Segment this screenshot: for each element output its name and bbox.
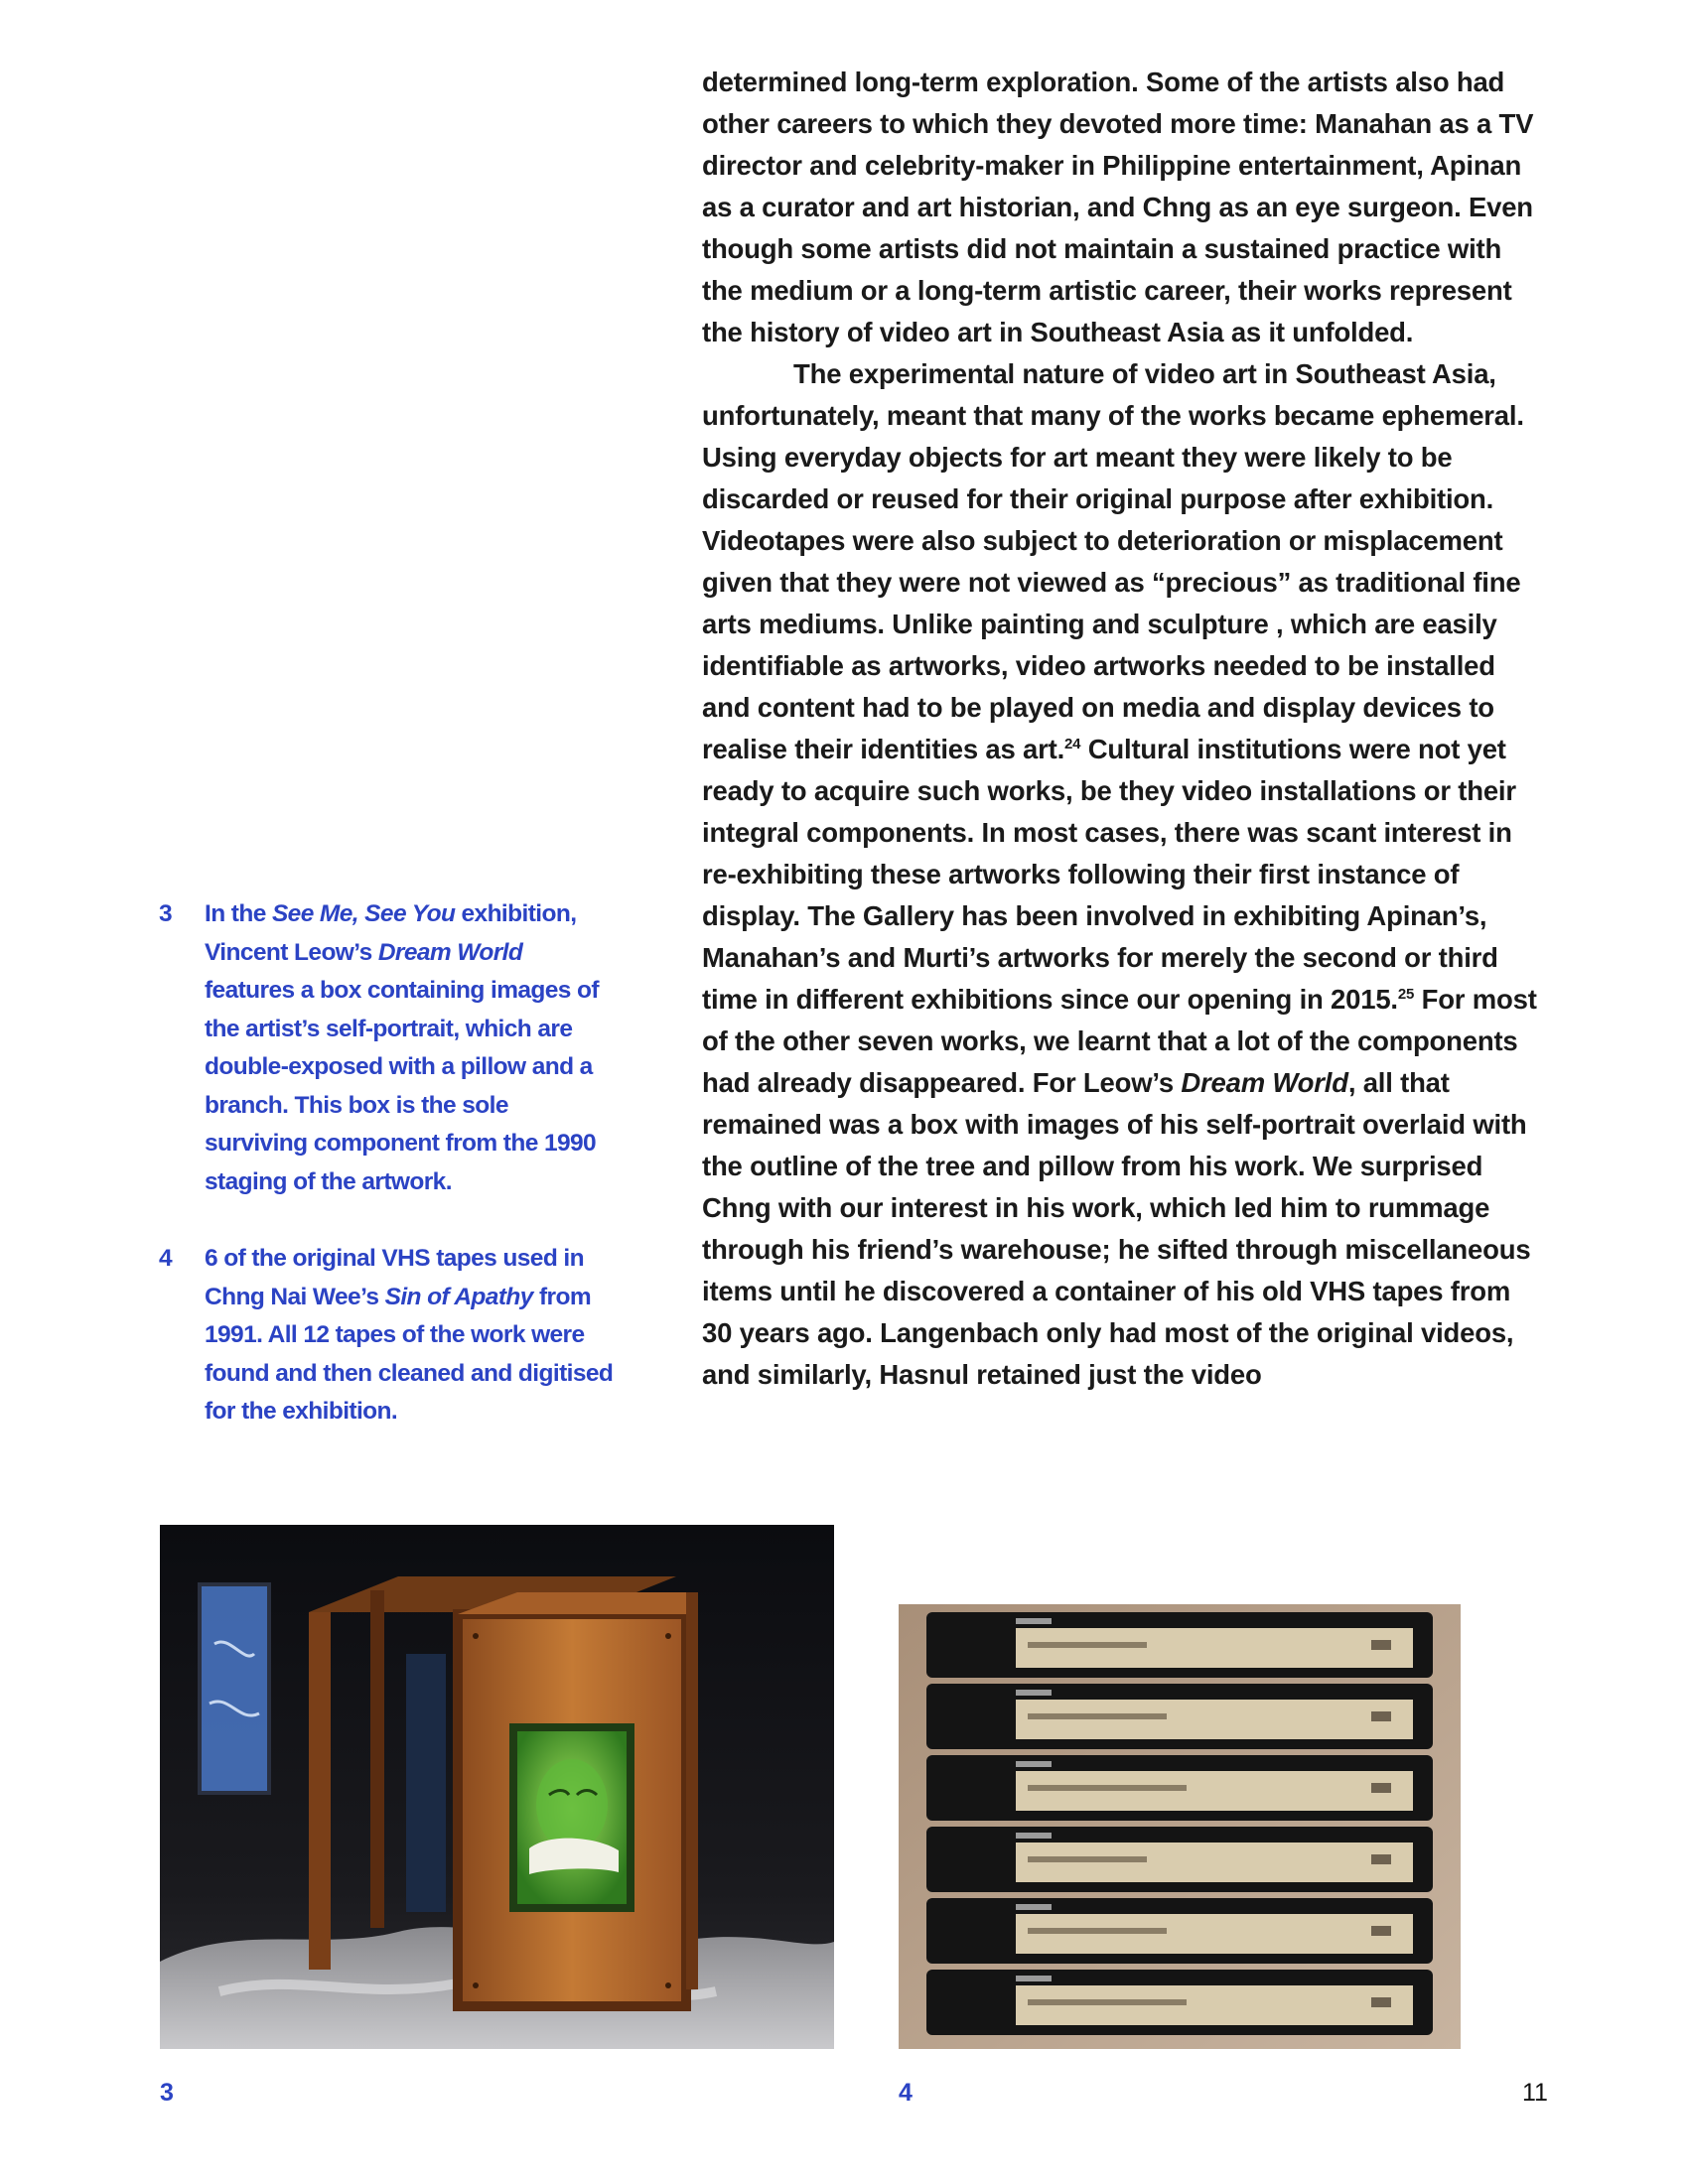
vhs-label-mark bbox=[1371, 1854, 1391, 1864]
caption-text-run: Dream World bbox=[377, 938, 523, 966]
text-run: Dream World bbox=[1181, 1067, 1348, 1098]
caption-text-run: exhibition, Vincent Leow’s bbox=[205, 900, 577, 966]
figure-caption bbox=[159, 895, 616, 1201]
caption-text-run: from 1991. All 12 tapes of the work were found and then cleaned and digitised for the exhibition. bbox=[205, 1283, 614, 1425]
body-text bbox=[702, 62, 1546, 1396]
caption-number: 4 bbox=[159, 1245, 173, 1272]
text-run: Cultural institutions were not yet ready to acquire such works, be they video installations or their integral components. In most cases, there was scant interest in re-exhibiting these artworks following their first instance of display. The Gallery has been involved in exhibiting Apinan’s, Manahan’s and Murti’s artworks for merely the second or third time in different exhibitions since our opening in 2015. bbox=[702, 734, 1516, 1015]
text-run: determined long-term exploration. Some of the artists also had other careers to which they devoted more time: Manahan as a TV director and celebrity-maker in Philippine entertainment, Apinan as a curator and art historian, and Chng as an eye surgeon. Even though some artists did not maintain a sustained practice with the medium or a long-term artistic career, their works represent the history of video art in Southeast Asia as it unfolded. bbox=[702, 67, 1534, 347]
vhs-brand-mark bbox=[1016, 1690, 1052, 1696]
vhs-label-writing bbox=[1028, 1928, 1167, 1934]
caption-text-run: features a box containing images of the artist’s self-portrait, which are double-exposed with a pillow and a branch. This box is the sole surviving component from the 1990 staging of the artwork. bbox=[205, 977, 599, 1195]
vhs-label-mark bbox=[1371, 1711, 1391, 1721]
captions bbox=[159, 895, 616, 1470]
vhs-label-writing bbox=[1028, 1785, 1187, 1791]
vhs-brand-mark bbox=[1016, 1618, 1052, 1624]
caption-text-run: In the bbox=[205, 900, 272, 927]
figure-3-label: 3 bbox=[160, 2079, 174, 2107]
vhs-brand-mark bbox=[1016, 1904, 1052, 1910]
caption-text-run: Sin of Apathy bbox=[384, 1283, 533, 1310]
vhs-brand-mark bbox=[1016, 1833, 1052, 1839]
text-run: For most of the other seven works, we learnt that a lot of the components had already disappeared. For Leow’s bbox=[702, 984, 1537, 1098]
body-paragraph bbox=[702, 353, 1546, 1396]
footnote-ref: 25 bbox=[1397, 985, 1415, 1003]
vhs-label-mark bbox=[1371, 1997, 1391, 2007]
vhs-label-writing bbox=[1028, 1642, 1147, 1648]
vhs-label-mark bbox=[1371, 1783, 1391, 1793]
vhs-label-writing bbox=[1028, 1999, 1187, 2005]
caption-number: 3 bbox=[159, 900, 173, 927]
photo-vhs-tapes bbox=[899, 1604, 1461, 2049]
caption-text-run: See Me, See You bbox=[271, 900, 456, 927]
page-number: 11 bbox=[1522, 2079, 1548, 2107]
vhs-label-mark bbox=[1371, 1926, 1391, 1936]
figure-4-label: 4 bbox=[899, 2079, 913, 2107]
caption-text-run: 6 of the original VHS tapes used in Chng Nai Wee’s bbox=[205, 1245, 584, 1310]
text-run: , all that remained was a box with images of his self-portrait overlaid with the outline of the tree and pillow from his work. We surprised Chng with our interest in his work, which led him to rummage through his friend’s warehouse; he sifted through miscellaneous items until he discovered a container of his old VHS tapes from 30 years ago. Langenbach only had most of the original videos, and similarly, Hasnul retained just the video bbox=[702, 1067, 1531, 1390]
footnote-ref: 24 bbox=[1064, 735, 1081, 752]
vhs-brand-mark bbox=[1016, 1976, 1052, 1981]
photo-dream-world-box bbox=[160, 1525, 834, 2049]
vhs-brand-mark bbox=[1016, 1761, 1052, 1767]
vhs-label-writing bbox=[1028, 1856, 1147, 1862]
vhs-label-mark bbox=[1371, 1640, 1391, 1650]
body-paragraph bbox=[702, 62, 1546, 353]
text-run: The experimental nature of video art in Southeast Asia, unfortunately, meant that many of the works became ephemeral. Using everyday objects for art meant they were likely to be discarded or reused for their original purpose after exhibition. Videotapes were also subject to deterioration or misplacement given that they were not viewed as “precious” as traditional fine arts mediums. Unlike painting and sculpture , which are easily identifiable as artworks, video artworks needed to be installed and content had to be played on media and display devices to realise their identities as art. bbox=[702, 358, 1524, 764]
figure-caption bbox=[159, 1240, 616, 1432]
vhs-label-writing bbox=[1028, 1713, 1167, 1719]
